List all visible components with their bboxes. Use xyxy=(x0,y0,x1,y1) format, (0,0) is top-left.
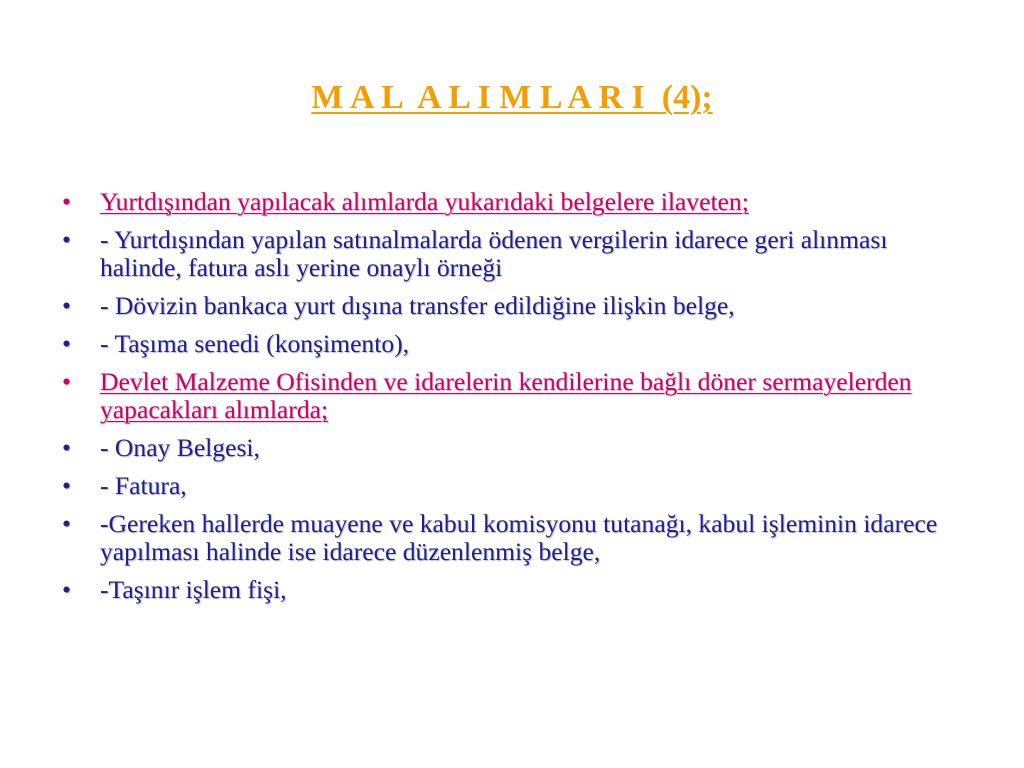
bullet-icon xyxy=(62,368,82,397)
list-item xyxy=(62,472,960,501)
bullet-icon xyxy=(62,330,82,359)
list-item xyxy=(62,368,960,425)
bullet-icon xyxy=(62,226,82,255)
list-item-text: - Dövizin bankaca yurt dışına transfer edildiğine ilişkin belge, xyxy=(100,291,735,321)
list-item-text: -Gereken hallerde muayene ve kabul komisyonu tutanağı, kabul işleminin idarece yapılması halinde ise idarece düzenlenmiş belge, xyxy=(100,508,938,567)
list-item xyxy=(62,188,960,217)
list-item xyxy=(62,576,960,605)
list-item xyxy=(62,510,960,567)
list-item xyxy=(62,292,960,321)
bullet-icon xyxy=(62,292,82,321)
bullet-icon xyxy=(62,576,82,605)
list-item-text: - Fatura, xyxy=(100,470,187,500)
list-item xyxy=(62,434,960,463)
bullet-icon xyxy=(62,472,82,501)
list-item-text: Yurtdışından yapılacak alımlarda yukarıdaki belgelere ilaveten; xyxy=(100,187,749,216)
list-item-text: Devlet Malzeme Ofisinden ve idarelerin kendilerine bağlı döner sermayelerden yapacakları alımlarda; xyxy=(100,366,912,425)
bullet-icon xyxy=(62,510,82,539)
bullet-icon xyxy=(62,188,82,217)
list-item-text: - Onay Belgesi, xyxy=(100,432,260,462)
bullet-icon xyxy=(62,434,82,463)
bullet-list xyxy=(62,188,960,614)
list-item xyxy=(62,226,960,283)
list-item-text: - Yurtdışından yapılan satınalmalarda ödenen vergilerin idarece geri alınması halinde, fatura aslı yerine onaylı örneği xyxy=(100,224,888,283)
slide-title: M A L A L I M L A R I (4); xyxy=(311,79,713,116)
list-item xyxy=(62,330,960,359)
list-item-text: -Taşınır işlem fişi, xyxy=(100,574,287,604)
list-item-text: - Taşıma senedi (konşimento), xyxy=(100,328,410,358)
